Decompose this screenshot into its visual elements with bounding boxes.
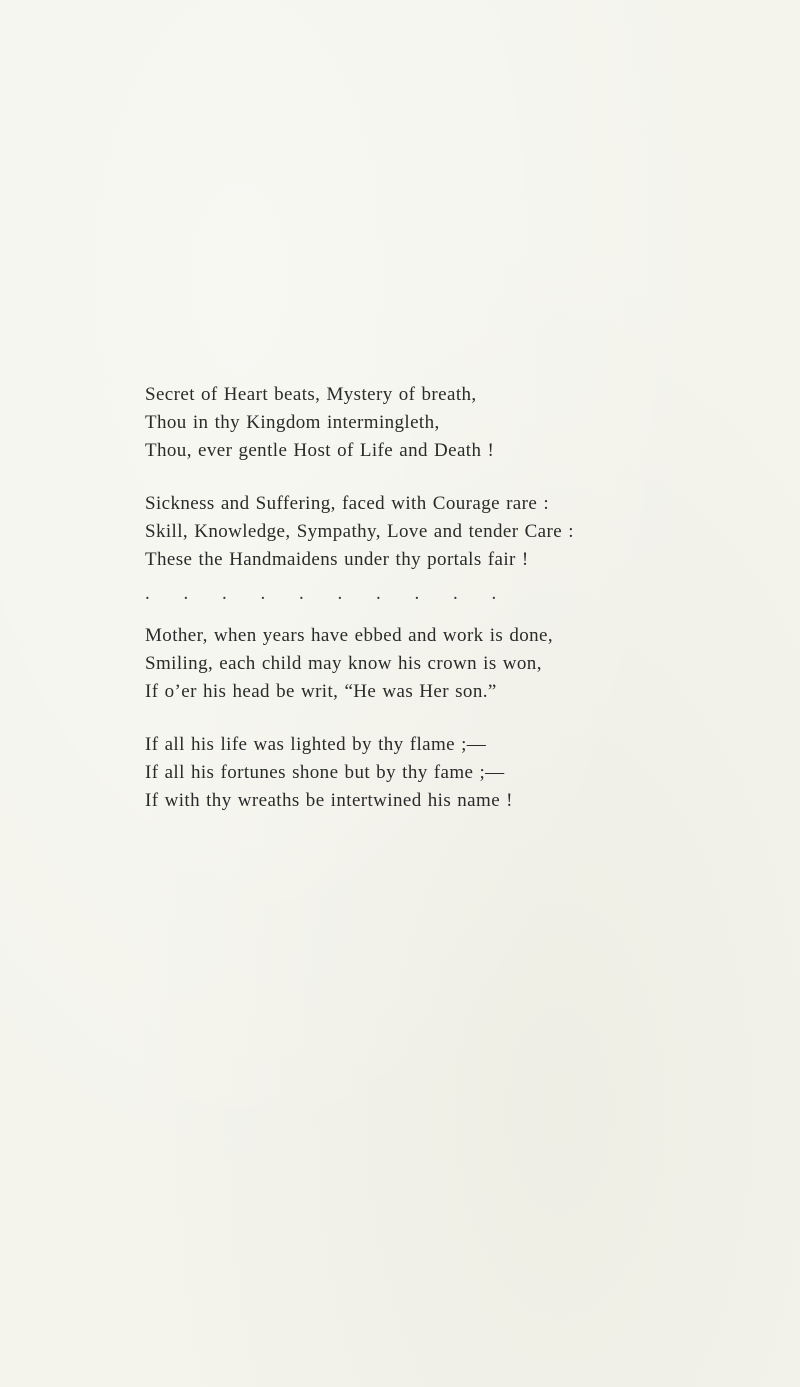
ellipsis-separator: . . . . . . . . . . [145, 583, 497, 604]
poem-line: If all his fortunes shone but by thy fame ;— [145, 762, 505, 783]
poem-line: If all his life was lighted by thy flame ;— [145, 734, 487, 755]
poem-line: If o’er his head be writ, “He was Her son.” [145, 681, 497, 702]
poem-line: Secret of Heart beats, Mystery of breath, [145, 384, 477, 405]
stanza-1 [145, 381, 785, 465]
poem-line: Sickness and Suffering, faced with Courage rare : [145, 493, 550, 514]
poem-line: Thou, ever gentle Host of Life and Death ! [145, 440, 495, 461]
poem [145, 381, 785, 815]
stanza-3 [145, 622, 785, 706]
poem-line: Thou in thy Kingdom intermingleth, [145, 412, 440, 433]
stanza-2 [145, 490, 785, 574]
poem-line: Smiling, each child may know his crown is won, [145, 653, 542, 674]
stanza-4 [145, 731, 785, 815]
poem-line: These the Handmaidens under thy portals fair ! [145, 549, 529, 570]
poem-line: Mother, when years have ebbed and work is done, [145, 625, 554, 646]
poem-line: If with thy wreaths be intertwined his name ! [145, 790, 513, 811]
poem-line: Skill, Knowledge, Sympathy, Love and tender Care : [145, 521, 574, 542]
